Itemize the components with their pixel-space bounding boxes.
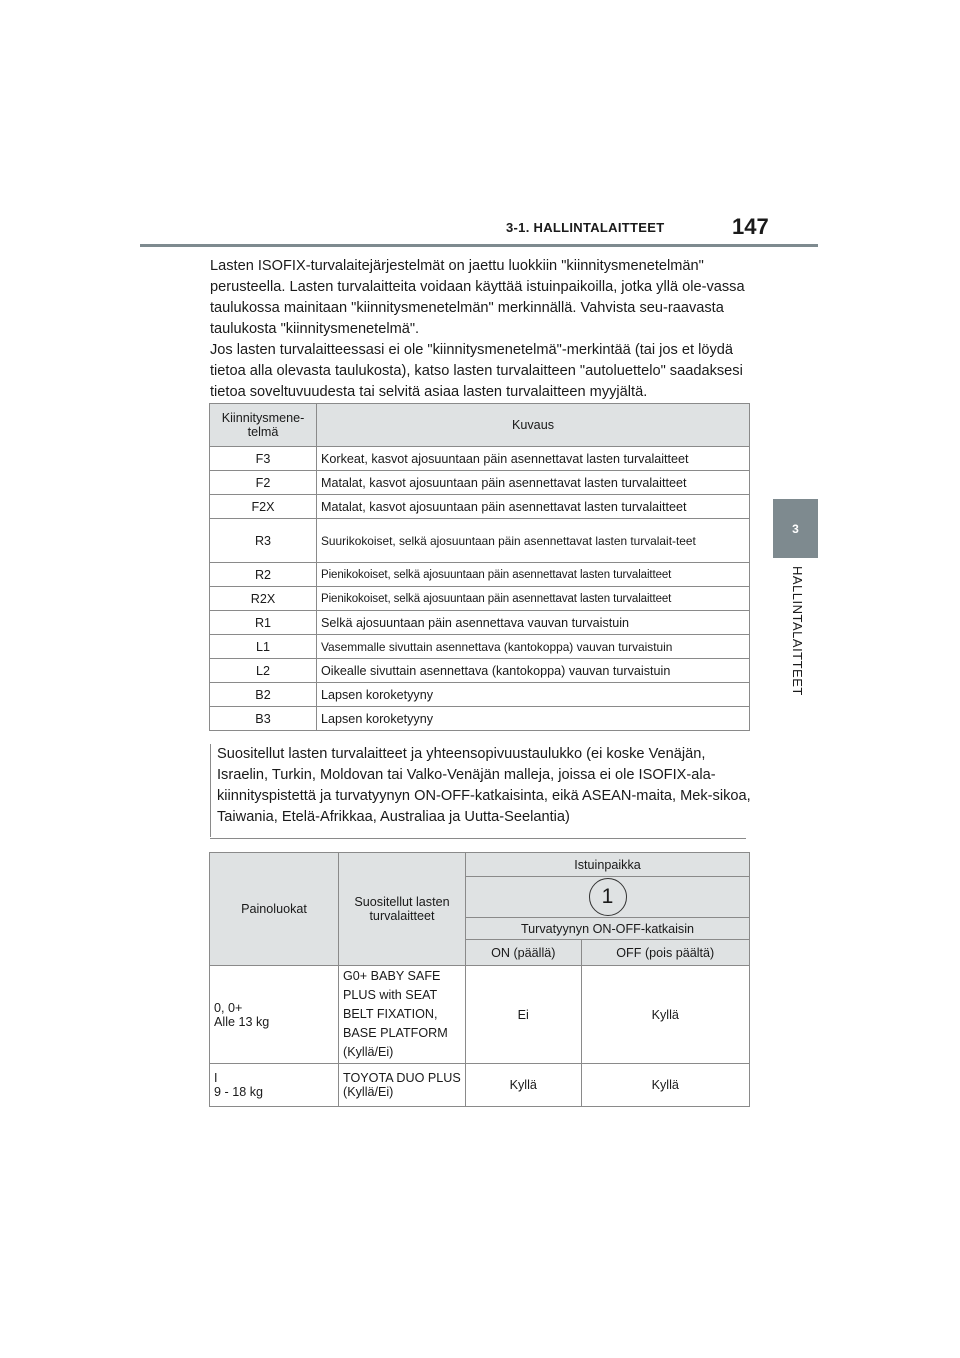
airbag-off-value: Kyllä xyxy=(581,966,749,1064)
table-row xyxy=(210,587,750,611)
method-description: Suurikokoiset, selkä ajosuuntaan päin asennettavat lasten turvalait-teet xyxy=(317,519,750,563)
seat-number-cell xyxy=(466,877,750,918)
seat-number-badge: 1 xyxy=(589,878,627,916)
compatibility-note: Suositellut lasten turvalaitteet ja yhteensopivuustaulukko (ei koske Venäjän, Israelin, Turkin, Moldovan tai Valko-Venäjän malleja, joissa ei ole ISOFIX-ala-kiinnityspistettä ja turvatyynyn ON-OFF-katkaisinta, eikä ASEAN-maita, Mek-sikoa, Taiwania, Etelä-Afrikkaa, Australiaa ja Uutta-Seelantia) xyxy=(210,744,755,837)
method-code: R2X xyxy=(210,587,317,611)
weight-range: 9 - 18 kg xyxy=(214,1085,264,1099)
table-row xyxy=(210,966,750,1064)
method-description: Selkä ajosuuntaan päin asennettava vauvan turvaistuin xyxy=(317,611,750,635)
page-header xyxy=(0,0,960,250)
airbag-on-value: Ei xyxy=(466,966,582,1064)
table-row xyxy=(210,611,750,635)
note-divider xyxy=(210,838,746,839)
method-description: Lapsen koroketyyny xyxy=(317,707,750,731)
table-row xyxy=(210,635,750,659)
table-row xyxy=(210,563,750,587)
table-row xyxy=(210,659,750,683)
column-header-on: ON (päällä) xyxy=(466,940,582,966)
column-header-method: Kiinnitysmene-telmä xyxy=(210,404,317,447)
table-row xyxy=(210,495,750,519)
table-header-row xyxy=(210,404,750,447)
method-description: Oikealle sivuttain asennettava (kantokoppa) vauvan turvaistuin xyxy=(317,659,750,683)
table-row xyxy=(210,447,750,471)
method-description: Korkeat, kasvot ajosuuntaan päin asennettavat lasten turvalaitteet xyxy=(317,447,750,471)
method-code: F2X xyxy=(210,495,317,519)
table-row xyxy=(210,707,750,731)
weight-range: Alle 13 kg xyxy=(214,1014,270,1029)
method-code: B2 xyxy=(210,683,317,707)
intro-text xyxy=(210,256,755,403)
fixture-method-table xyxy=(209,403,750,731)
method-code: L1 xyxy=(210,635,317,659)
airbag-on-value: Kyllä xyxy=(466,1064,582,1107)
method-description: Vasemmalle sivuttain asennettava (kantokoppa) vauvan turvaistuin xyxy=(317,635,750,659)
intro-paragraph-2: Jos lasten turvalaitteessasi ei ole "kiinnitysmenetelmä"-merkintää (tai jos et löydä tietoa alla olevasta taulukosta), katso lasten turvalaitteen "autoluettelo" saadaksesi tietoa soveltuvuudesta tai selvitä asiaa lasten turvalaitteen myyjältä. xyxy=(210,342,743,400)
method-description: Matalat, kasvot ajosuuntaan päin asennettavat lasten turvalaitteet xyxy=(317,495,750,519)
column-header-weight: Painoluokat xyxy=(210,853,339,966)
column-header-airbag-switch: Turvatyynyn ON-OFF-katkaisin xyxy=(466,918,750,940)
intro-paragraph-1: Lasten ISOFIX-turvalaitejärjestelmät on jaettu luokkiin "kiinnitysmenetelmän" perusteella. Lasten turvalaitteita voidaan käyttää istuinpaikoilla, jotka yllä ole-vassa taulukossa mainitaan "kiinnitysmenetelmän" merkinnällä. Vahvista seu-raavasta taulukosta "kiinnitysmenetelmä". xyxy=(210,258,745,337)
method-code: F3 xyxy=(210,447,317,471)
column-header-description: Kuvaus xyxy=(317,404,750,447)
table-header-row xyxy=(210,853,750,877)
table-row xyxy=(210,519,750,563)
weight-group: 0, 0+ xyxy=(214,1000,243,1015)
method-code: B3 xyxy=(210,707,317,731)
table-row xyxy=(210,1064,750,1107)
method-code: R3 xyxy=(210,519,317,563)
column-header-off: OFF (pois päältä) xyxy=(581,940,749,966)
recommended-seat: TOYOTA DUO PLUS (Kyllä/Ei) xyxy=(339,1064,466,1107)
method-description: Lapsen koroketyyny xyxy=(317,683,750,707)
method-code: R1 xyxy=(210,611,317,635)
section-title: 3-1. HALLINTALAITTEET xyxy=(506,220,665,235)
chapter-tab: 3 xyxy=(773,499,818,558)
method-code: R2 xyxy=(210,563,317,587)
chapter-label: HALLINTALAITTEET xyxy=(790,566,805,696)
column-header-recommended: Suositellut lasten turvalaitteet xyxy=(339,853,466,966)
method-description: Pienikokoiset, selkä ajosuuntaan päin asennettavat lasten turvalaitteet xyxy=(317,587,750,611)
weight-class xyxy=(210,1064,339,1107)
method-code: L2 xyxy=(210,659,317,683)
method-code: F2 xyxy=(210,471,317,495)
table-row xyxy=(210,683,750,707)
weight-class xyxy=(210,966,339,1064)
method-description: Pienikokoiset, selkä ajosuuntaan päin asennettavat lasten turvalaitteet xyxy=(317,563,750,587)
compatibility-table xyxy=(209,852,750,1107)
page-number: 147 xyxy=(732,214,769,239)
weight-group: I xyxy=(214,1071,218,1085)
column-header-seat: Istuinpaikka xyxy=(466,853,750,877)
airbag-off-value: Kyllä xyxy=(581,1064,749,1107)
header-divider xyxy=(140,244,818,247)
method-description: Matalat, kasvot ajosuuntaan päin asennettavat lasten turvalaitteet xyxy=(317,471,750,495)
recommended-seat: G0+ BABY SAFE PLUS with SEAT BELT FIXATION, BASE PLATFORM (Kyllä/Ei) xyxy=(339,966,466,1064)
table-row xyxy=(210,471,750,495)
